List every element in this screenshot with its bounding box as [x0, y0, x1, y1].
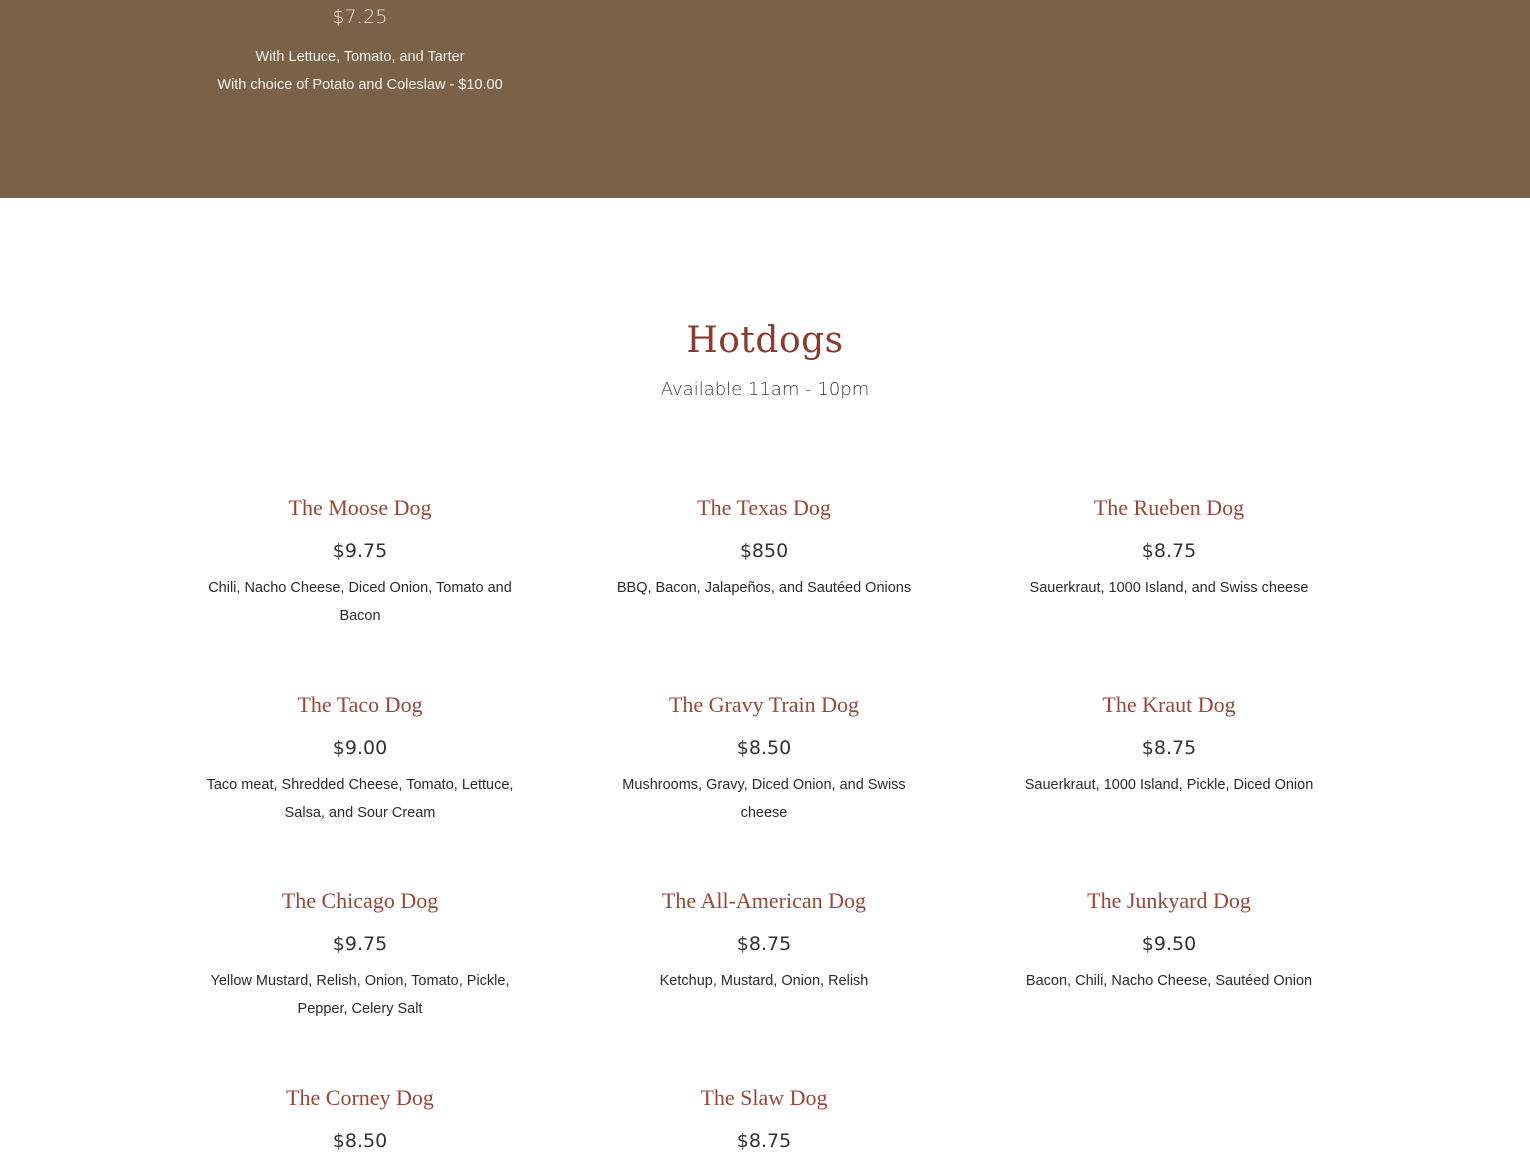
- menu-item-name: The Slaw Dog: [700, 1085, 828, 1110]
- menu-item-gravy-train-dog: [609, 690, 919, 827]
- previous-item-price: $7.25: [332, 6, 388, 28]
- menu-item-name: The Moose Dog: [288, 495, 432, 520]
- menu-item-price: $8.75: [736, 933, 792, 955]
- menu-item-description: Mushrooms, Gravy, Diced Onion, and Swiss cheese: [622, 777, 906, 821]
- menu-item-price: $850: [739, 540, 789, 562]
- section-title: Hotdogs: [686, 320, 844, 361]
- menu-item-name: The Junkyard Dog: [1087, 888, 1251, 913]
- menu-item-price: $9.00: [332, 737, 388, 759]
- menu-item-rueben-dog: [1014, 493, 1324, 602]
- menu-item-price: $8.50: [332, 1130, 388, 1152]
- menu-item-chicago-dog: [205, 886, 515, 1023]
- menu-item-slaw-dog: [609, 1083, 919, 1155]
- menu-item-name: The Gravy Train Dog: [668, 692, 860, 717]
- previous-menu-section: [0, 0, 1530, 198]
- menu-item-name: The Rueben Dog: [1093, 495, 1245, 520]
- menu-item-name: The Taco Dog: [297, 692, 423, 717]
- menu-item-description: Ketchup, Mustard, Onion, Relish: [659, 973, 869, 989]
- menu-item-price: $8.75: [1141, 737, 1197, 759]
- menu-item-description: Taco meat, Shredded Cheese, Tomato, Lettuce, Salsa, and Sour Cream: [206, 777, 514, 821]
- menu-item-moose-dog: [205, 493, 515, 630]
- menu-item-name: The Texas Dog: [697, 495, 831, 520]
- menu-item-description: Yellow Mustard, Relish, Onion, Tomato, Pickle, Pepper, Celery Salt: [210, 973, 510, 1017]
- menu-item-description: BBQ, Bacon, Jalapeños, and Sautéed Onions: [616, 580, 912, 596]
- menu-item-price: $9.75: [332, 933, 388, 955]
- menu-item-price: $9.75: [332, 540, 388, 562]
- menu-item-name: The All-American Dog: [661, 888, 867, 913]
- menu-item-texas-dog: [609, 493, 919, 602]
- menu-item-price: $8.50: [736, 737, 792, 759]
- menu-item-name: The Chicago Dog: [281, 888, 439, 913]
- menu-item-name: The Corney Dog: [286, 1085, 434, 1110]
- menu-item-price: $8.75: [736, 1130, 792, 1152]
- menu-item-kraut-dog: [1014, 690, 1324, 799]
- menu-item-price: $8.75: [1141, 540, 1197, 562]
- section-availability: Available 11am - 10pm: [660, 379, 870, 400]
- menu-item-name: The Kraut Dog: [1102, 692, 1236, 717]
- menu-item-description: Bacon, Chili, Nacho Cheese, Sautéed Onion: [1025, 973, 1313, 989]
- menu-item-description: Sauerkraut, 1000 Island, and Swiss cheese: [1029, 580, 1309, 596]
- menu-item-all-american-dog: [609, 886, 919, 995]
- menu-item-price: $9.50: [1141, 933, 1197, 955]
- previous-item-desc-line-2: With choice of Potato and Coleslaw - $10.00: [217, 77, 503, 93]
- previous-item-desc-line-1: With Lettuce, Tomato, and Tarter: [255, 49, 465, 65]
- menu-item-corney-dog: [205, 1083, 515, 1155]
- menu-item-description: Chili, Nacho Cheese, Diced Onion, Tomato and Bacon: [208, 580, 512, 624]
- menu-item-description: Sauerkraut, 1000 Island, Pickle, Diced Onion: [1024, 777, 1314, 793]
- menu-item-junkyard-dog: [1014, 886, 1324, 995]
- menu-item-taco-dog: [205, 690, 515, 827]
